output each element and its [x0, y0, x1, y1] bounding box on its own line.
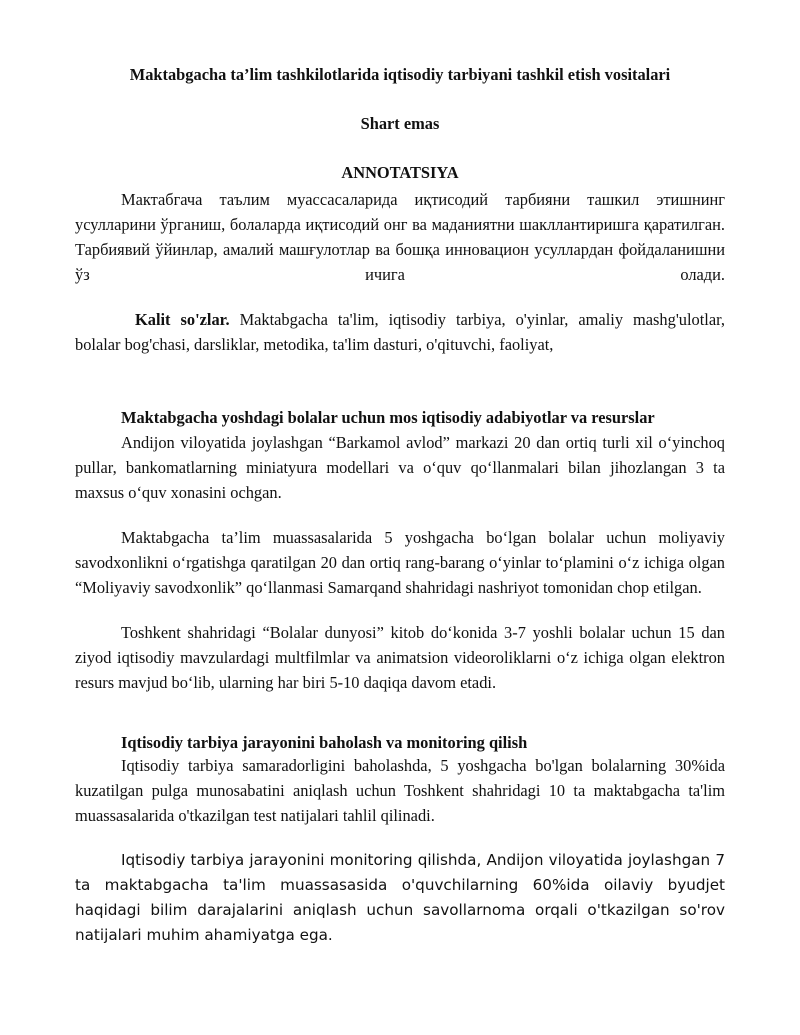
section2-paragraph-2: Iqtisodiy tarbiya jarayonini monitoring qilishda, Andijon viloyatida joylashgan 7 ta maktabgacha ta'lim muassasasida o'quvchilarning 60%ida oilaviy byudjet haqidagi bilim darajalarini aniqlash uchun savollarnoma orqali o'tkazilgan so'rov natijalari muhim ahamiyatga ega. [75, 851, 725, 944]
keywords-label: Kalit so'zlar. [135, 310, 230, 329]
document-subtitle: Shart emas [360, 114, 440, 133]
section-heading-resources: Maktabgacha yoshdagi bolalar uchun mos iqtisodiy adabiyotlar va resurslar [121, 408, 655, 427]
keywords-paragraph [75, 307, 725, 357]
annotation-paragraph: Мактабгача таълим муассасаларида иқтисодий тарбияни ташкил этишнинг усулларини ўрганиш, болаларда иқтисодий онг ва маданиятни шакллантиришга қаратилган. Тарбиявий ўйинлар, амалий машғулотлар ва бошқа инновацион усуллардан фойдаланишни ўз ичига олади. [75, 190, 725, 284]
section1-paragraph-3: Toshkent shahridagi “Bolalar dunyosi” kitob do‘konida 3-7 yoshli bolalar uchun 15 dan ziyod iqtisodiy mavzulardagi multfilmlar va animatsion videoroliklarni o‘z ichiga olgan elektron resurs mavjud bo‘lib, ularning har biri 5-10 daqiqa davom etadi. [75, 623, 725, 692]
keywords-text: Maktabgacha ta'lim, iqtisodiy tarbiya, o'yinlar, amaliy mashg'ulotlar, bolalar bog'chasi, darsliklar, metodika, ta'lim dasturi, o'qituvchi, faoliyat, [75, 310, 725, 354]
annotation-heading: ANNOTATSIYA [341, 163, 459, 182]
document-title: Maktabgacha ta’lim tashkilotlarida iqtisodiy tarbiyani tashkil etish vositalari [129, 65, 671, 84]
section1-paragraph-1: Andijon viloyatida joylashgan “Barkamol avlod” markazi 20 dan ortiq turli xil o‘yinchoq pullar, bankomatlarning miniatyura modellari va o‘quv qo‘llanmalari bilan jihozlangan 3 ta maxsus o‘quv xonasini ochgan. [75, 433, 725, 502]
section2-paragraph-1: Iqtisodiy tarbiya samaradorligini baholashda, 5 yoshgacha bo'lgan bolalarning 30%ida kuzatilgan pulga munosabatini aniqlash uchun Toshkent shahridagi 10 ta maktabgacha ta'lim muassasalarida o'tkazilgan test natijalari tahlil qilinadi. [75, 756, 725, 825]
section1-paragraph-2: Maktabgacha ta’lim muassasalarida 5 yoshgacha bo‘lgan bolalar uchun moliyaviy savodxonlikni o‘rgatishga qaratilgan 20 dan ortiq rang-barang o‘yinlar to‘plamini o‘z ichiga olgan “Moliyaviy savodxonlik” qo‘llanmasi Samarqand shahridagi nashriyot tomonidan chop etilgan. [75, 528, 725, 597]
section-heading-monitoring: Iqtisodiy tarbiya jarayonini baholash va monitoring qilish [121, 733, 528, 752]
